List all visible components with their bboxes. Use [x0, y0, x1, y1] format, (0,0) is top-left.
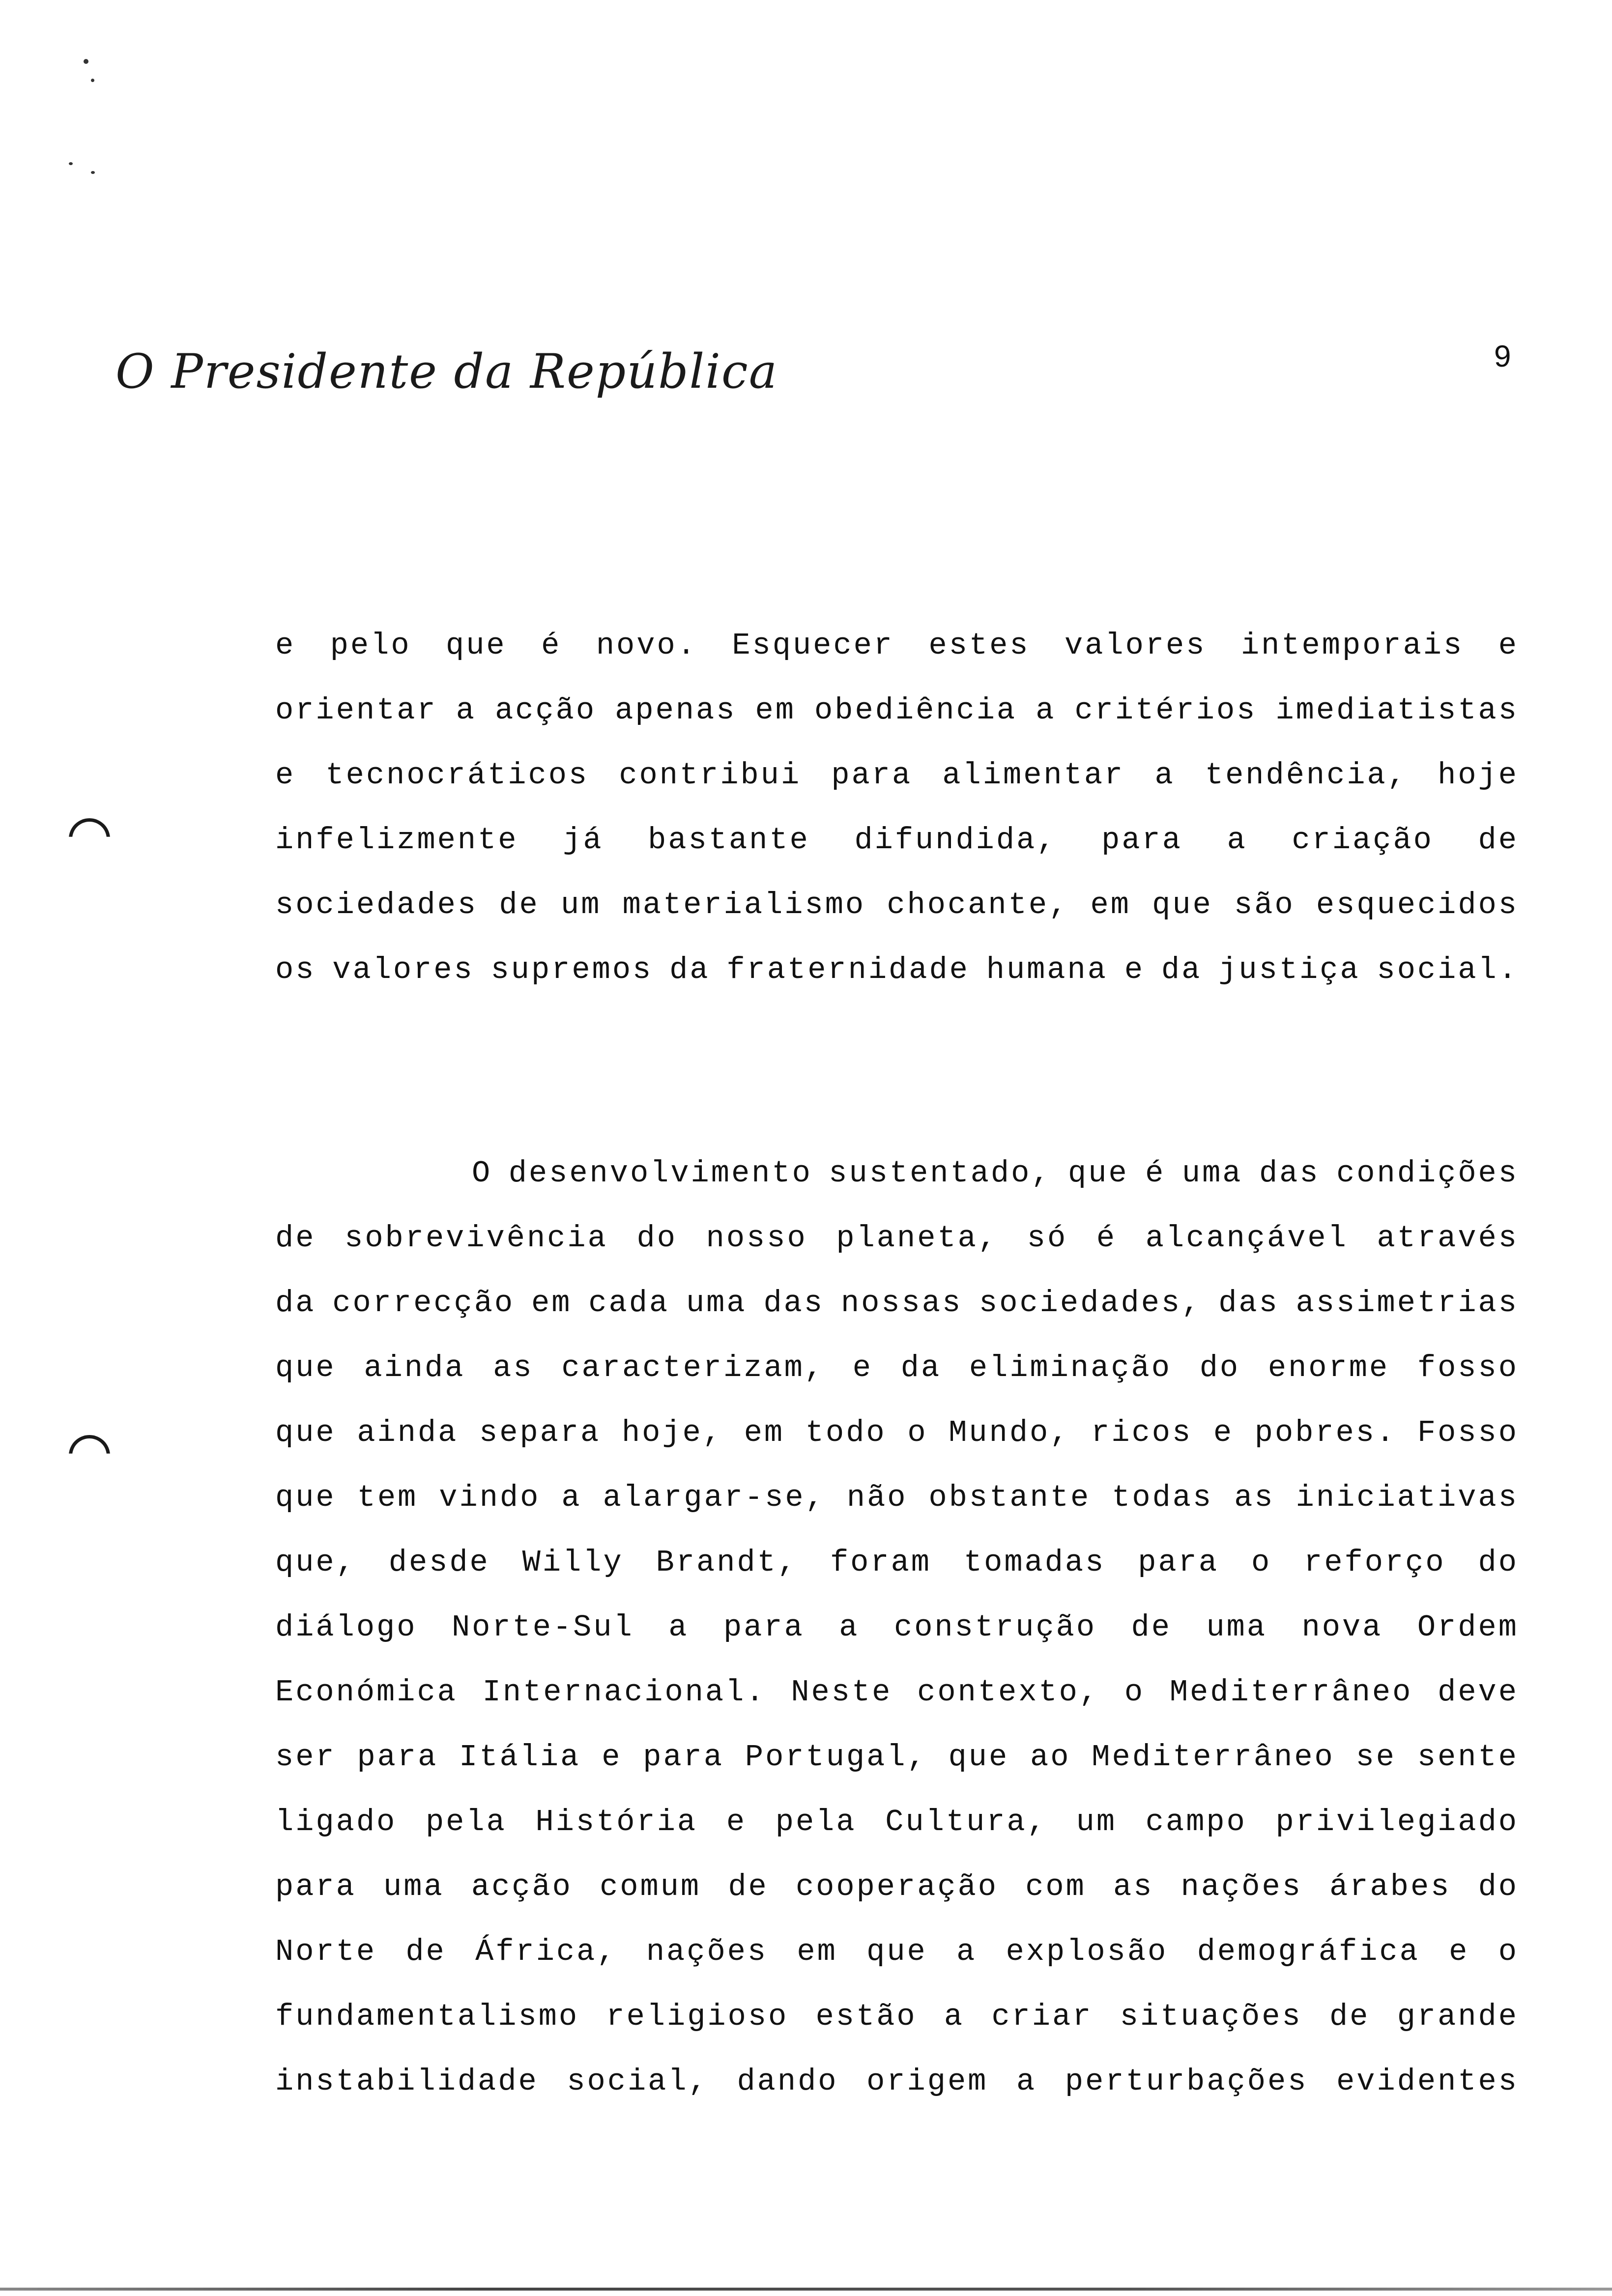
text-line: que, desde Willy Brandt, foram tomadas para o reforço do [275, 1545, 1519, 1580]
scan-speck [91, 171, 95, 174]
text-line: da correcção em cada uma das nossas sociedades, das assimetrias [275, 1286, 1519, 1320]
text-line: e tecnocráticos contribui para alimentar a tendência, hoje [275, 758, 1519, 793]
text-line: para uma acção comum de cooperação com as nações árabes do [275, 1869, 1519, 1904]
text-line: e pelo que é novo. Esquecer estes valores intemporais e [275, 628, 1519, 663]
scan-speck [84, 59, 88, 64]
text-line: infelizmente já bastante difundida, para a criação de [275, 823, 1519, 858]
hole-punch-mark [69, 1435, 110, 1476]
text-line: Económica Internacional. Neste contexto, o Mediterrâneo deve [275, 1675, 1519, 1710]
text-line: que tem vindo a alargar-se, não obstante todas as iniciativas [275, 1480, 1519, 1515]
text-line: ser para Itália e para Portugal, que ao Mediterrâneo se sente [275, 1740, 1519, 1775]
text-line: sociedades de um materialismo chocante, em que são esquecidos [275, 888, 1519, 922]
text-line: orientar a acção apenas em obediência a critérios imediatistas [275, 693, 1519, 728]
text-line: de sobrevivência do nosso planeta, só é alcançável através [275, 1221, 1519, 1256]
text-line: Norte de África, nações em que a explosão demográfica e o [275, 1934, 1519, 1969]
paragraph-2 [275, 1141, 1519, 2114]
hole-punch-mark [69, 818, 110, 860]
page-number: 9 [1494, 340, 1511, 373]
text-line: ligado pela História e pela Cultura, um campo privilegiado [275, 1805, 1519, 1839]
page-edge-rule [0, 2288, 1612, 2291]
text-line: instabilidade social, dando origem a perturbações evidentes [275, 2064, 1519, 2099]
text-line: que ainda as caracterizam, e da eliminação do enorme fosso [275, 1350, 1519, 1385]
text-line: que ainda separa hoje, em todo o Mundo, ricos e pobres. Fosso [275, 1415, 1519, 1450]
text-line: diálogo Norte-Sul a para a construção de uma nova Ordem [275, 1610, 1519, 1645]
text-line: os valores supremos da fraternidade humana e da justiça social. [275, 952, 1519, 987]
scan-speck [91, 79, 94, 82]
text-line: fundamentalismo religioso estão a criar situações de grande [275, 1999, 1519, 2034]
paragraph-1 [275, 613, 1519, 1003]
text-line: O desenvolvimento sustentado, que é uma das condições [472, 1156, 1519, 1191]
letterhead-title: O Presidente da República [115, 344, 778, 399]
scan-speck [69, 162, 73, 165]
